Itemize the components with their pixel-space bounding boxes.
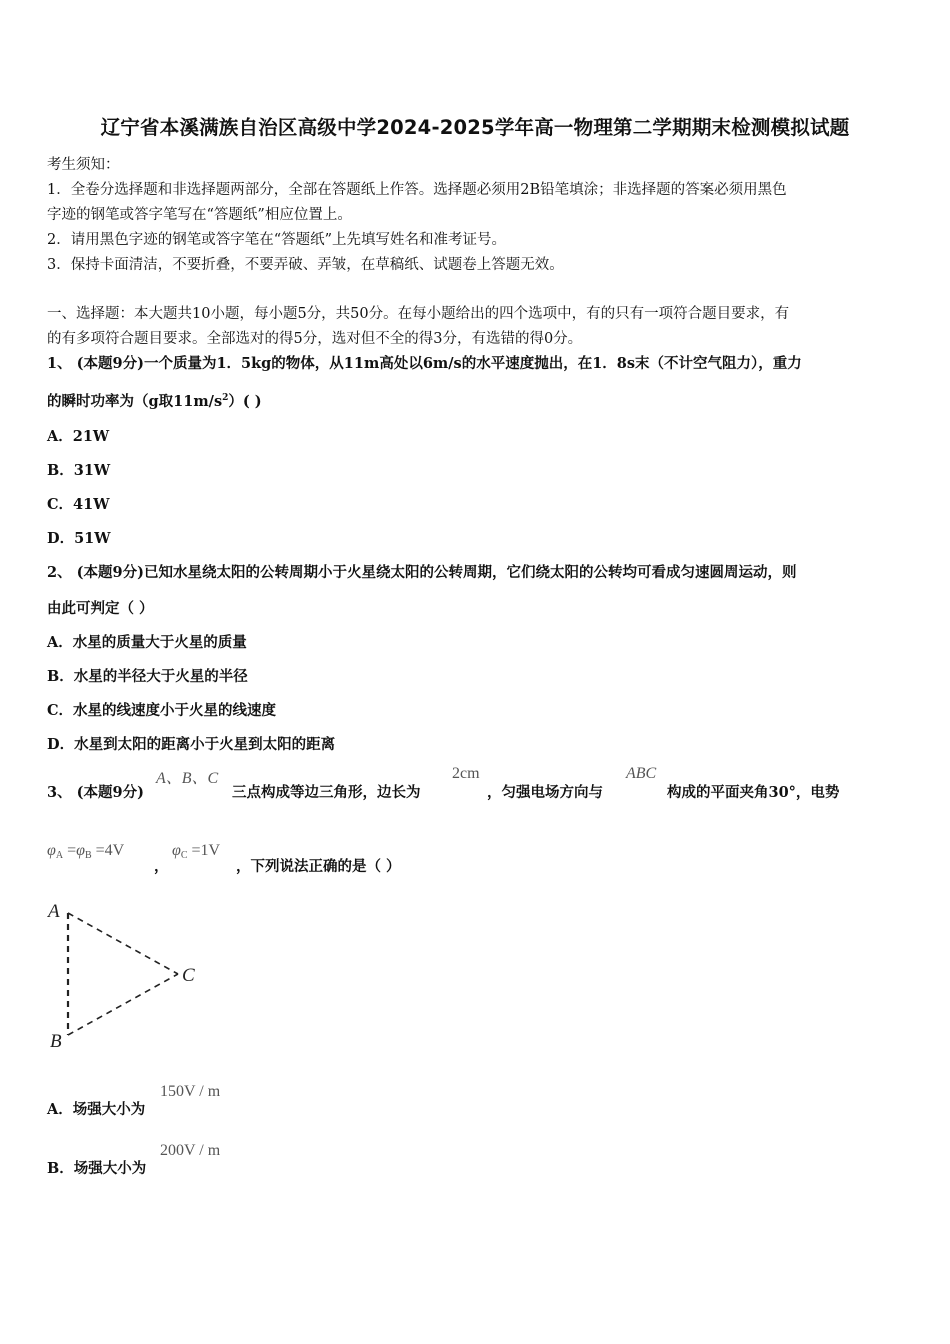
option-c: C．水星的线速度小于火星的线速度 <box>47 702 277 719</box>
option-a-math: 150V / m <box>160 1083 221 1100</box>
option-b-math: 200V / m <box>160 1142 221 1159</box>
question-1-text-part: 的瞬时功率为（g取11m/s <box>47 393 223 410</box>
triangle-figure <box>40 895 215 1055</box>
edge-ac <box>68 913 178 974</box>
option-d: D．水星到太阳的距离小于火星到太阳的距离 <box>47 736 336 753</box>
math-side-length: 2cm <box>452 765 480 782</box>
option-a: A．场强大小为 <box>47 1101 146 1118</box>
notice-line: 1．全卷分选择题和非选择题两部分，全部在答题纸上作答。选择题必须用2B铅笔填涂；非选择题的答案必须用黑色 <box>47 182 787 198</box>
question-1-text: 1、 (本题9分)一个质量为1．5kg的物体，从11m高处以6m/s的水平速度抛出，在1．8s末（不计空气阻力），重力 <box>47 355 802 372</box>
phi-subscript: A <box>55 850 64 861</box>
question-3-prefix: 3、 (本题9分) <box>47 784 144 801</box>
phi-value: =1V <box>191 842 221 859</box>
math-points-text: A、B、C <box>156 770 219 787</box>
phi-subscript: C <box>180 850 188 861</box>
notice-line: 字迹的钢笔或答字笔写在“答题纸”相应位置上。 <box>47 207 352 223</box>
option-b: B．场强大小为 <box>47 1160 147 1177</box>
vertex-a-label: A <box>48 901 60 922</box>
phi-symbol: φ <box>47 842 56 859</box>
option-c: C．41W <box>47 496 110 513</box>
comma: ， <box>154 858 169 875</box>
phi-subscript: B <box>84 850 92 861</box>
question-3-text: ，匀强电场方向与 <box>487 784 603 801</box>
question-2-text: 2、 (本题9分)已知水星绕太阳的公转周期小于火星绕太阳的公转周期，它们绕太阳的公转均可看成匀速圆周运动，则 <box>47 564 797 581</box>
phi-symbol: φ <box>76 842 85 859</box>
question-1-text <box>47 390 262 411</box>
potential-equation: $\varphi_A =\varphi_B =4V$ <box>47 842 125 861</box>
edge-bc <box>68 974 178 1035</box>
option-a: A．水星的质量大于火星的质量 <box>47 634 247 651</box>
section-instructions: 的有多项符合题目要求。全部选对的得5分，选对但不全的得3分，有选错的得0分。 <box>47 331 583 347</box>
question-1-text-part: ）( ) <box>228 393 262 410</box>
notice-line: 2．请用黑色字迹的钢笔或答字笔在“答题纸”上先填写姓名和准考证号。 <box>47 232 507 248</box>
superscript: 2 <box>222 393 229 403</box>
question-3-text: ，下列说法正确的是（ ） <box>236 858 401 875</box>
option-b: B．31W <box>47 462 111 479</box>
math-plane-text: ABC <box>626 765 657 782</box>
phi-symbol: φ <box>172 842 181 859</box>
option-b: B．水星的半径大于火星的半径 <box>47 668 248 685</box>
option-d: D．51W <box>47 530 111 547</box>
question-2-text: 由此可判定（ ） <box>47 600 154 617</box>
notice-line: 3．保持卡面清洁，不要折叠，不要弄破、弄皱，在草稿纸、试题卷上答题无效。 <box>47 257 564 273</box>
math-points <box>156 765 218 788</box>
phi-value: =4V <box>95 842 125 859</box>
option-a: A．21W <box>47 428 110 445</box>
question-3-text: 三点构成等边三角形，边长为 <box>232 784 421 801</box>
vertex-c-label: C <box>182 965 195 986</box>
math-plane <box>626 765 656 783</box>
notice-heading: 考生须知： <box>47 157 120 173</box>
potential-equation <box>172 842 220 861</box>
vertex-b-label: B <box>50 1031 62 1052</box>
question-3-text: 构成的平面夹角30°，电势 <box>667 784 840 801</box>
section-instructions: 一、选择题：本大题共10小题，每小题5分，共50分。在每小题给出的四个选项中，有的只有一项符合题目要求，有 <box>47 306 790 322</box>
page-title: 辽宁省本溪满族自治区高级中学2024-2025学年高一物理第二学期期末检测模拟试题 <box>100 116 850 139</box>
